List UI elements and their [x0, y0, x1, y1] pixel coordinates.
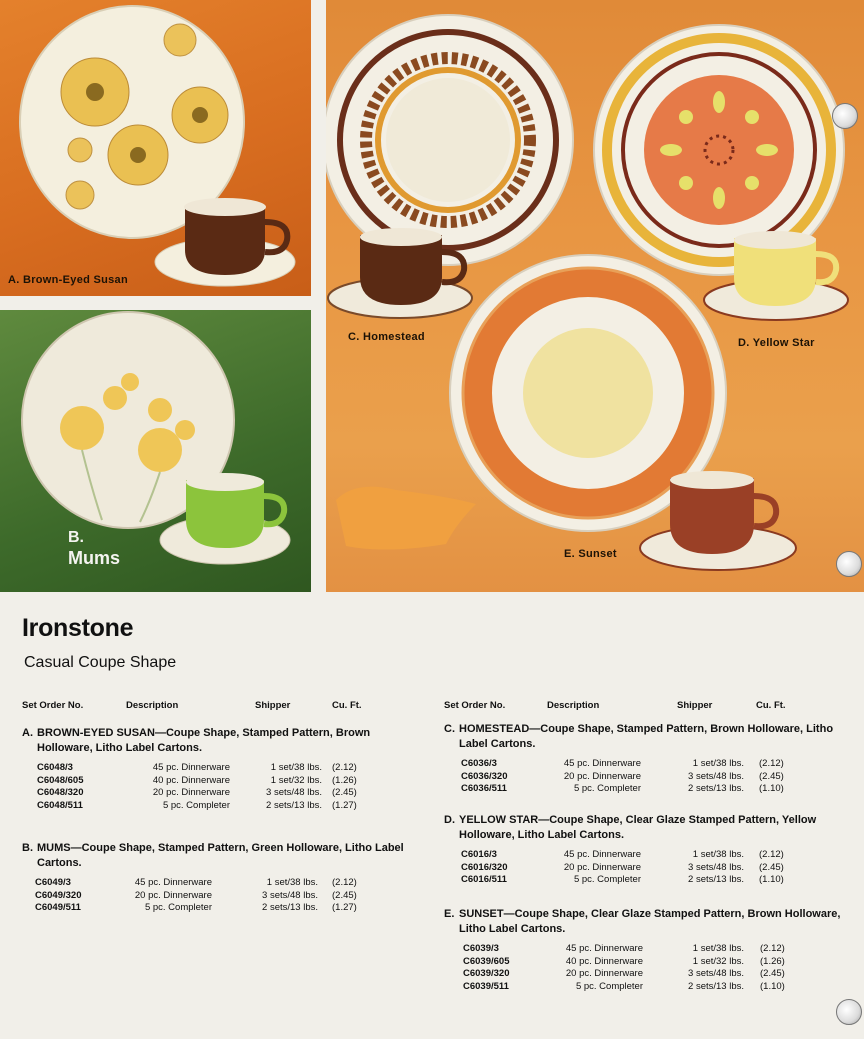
section-yellow-star — [444, 813, 844, 887]
table-row: C6048/3 45 pc. Dinnerware 1 set/38 lbs. (2.12) — [37, 762, 357, 773]
table-row: C6049/3 45 pc. Dinnerware 1 set/38 lbs. (2.12) — [35, 877, 357, 888]
order-table-left — [22, 700, 442, 914]
table-row: C6036/320 20 pc. Dinnerware 3 sets/48 lbs. (2.45) — [461, 770, 784, 782]
page-subtitle: Casual Coupe Shape — [24, 654, 177, 671]
section-homestead — [444, 722, 844, 796]
brown-eyed-susan-illustration — [0, 0, 311, 296]
table-row: C6016/3 45 pc. Dinnerware 1 set/38 lbs. (2.12) — [461, 849, 784, 860]
order-table-right — [444, 700, 864, 992]
table-row: C6036/3 45 pc. Dinnerware 1 set/38 lbs. (2.12) — [461, 758, 784, 769]
section-title: B. MUMS—Coupe Shape, Stamped Pattern, Green Holloware, Litho Label Cartons. — [22, 842, 404, 869]
caption-brown-eyed-susan: A. Brown-Eyed Susan — [8, 274, 128, 286]
section-title: C. HOMESTEAD—Coupe Shape, Stamped Pattern, Brown Holloware, Litho Label Cartons. — [444, 723, 834, 750]
table-row: C6016/511 5 pc. Completer 2 sets/13 lbs. (1.10) — [461, 874, 784, 886]
page-title: Ironstone — [22, 614, 134, 642]
table-row: C6039/605 40 pc. Dinnerware 1 set/32 lbs. (1.26) — [463, 955, 785, 967]
photo-brown-eyed-susan — [0, 0, 311, 296]
table-row: C6036/511 5 pc. Completer 2 sets/13 lbs. (1.10) — [461, 783, 784, 795]
caption-yellow-star: D. Yellow Star — [738, 337, 815, 349]
binder-hole — [832, 103, 858, 129]
homestead-yellow-star-sunset-illustration — [326, 0, 864, 592]
section-title: A. BROWN-EYED SUSAN—Coupe Shape, Stamped Pattern, Brown Holloware, Litho Label Cartons. — [22, 727, 371, 754]
caption-mums — [68, 528, 120, 568]
table-row: C6039/320 20 pc. Dinnerware 3 sets/48 lbs. (2.45) — [463, 968, 785, 980]
header-cuft: Cu. Ft. — [332, 700, 362, 711]
header-shipper: Shipper — [677, 700, 713, 711]
table-row: C6039/511 5 pc. Completer 2 sets/13 lbs. (1.10) — [463, 980, 785, 992]
photo-mums — [0, 310, 311, 592]
table-header — [444, 700, 864, 714]
header-description: Description — [126, 700, 179, 711]
table-row: C6048/511 5 pc. Completer 2 sets/13 lbs. (1.27) — [37, 799, 357, 811]
header-order: Set Order No. — [444, 700, 506, 711]
caption-mums-letter: B. — [68, 529, 84, 546]
table-header — [22, 700, 442, 714]
header-cuft: Cu. Ft. — [756, 700, 786, 711]
table-row: C6049/320 20 pc. Dinnerware 3 sets/48 lbs. (2.45) — [35, 889, 357, 901]
caption-sunset: E. Sunset — [564, 548, 617, 560]
photo-homestead-yellow-star-sunset — [326, 0, 864, 592]
table-row: C6016/320 20 pc. Dinnerware 3 sets/48 lbs. (2.45) — [461, 861, 784, 873]
section-title: E. SUNSET—Coupe Shape, Clear Glaze Stamped Pattern, Brown Holloware, Litho Label Cartons. — [444, 908, 841, 935]
mums-illustration — [0, 310, 311, 592]
table-row: C6039/3 45 pc. Dinnerware 1 set/38 lbs. (2.12) — [463, 943, 785, 954]
table-row: C6048/605 40 pc. Dinnerware 1 set/32 lbs. (1.26) — [37, 774, 357, 786]
section-title: D. YELLOW STAR—Coupe Shape, Clear Glaze Stamped Pattern, Yellow Holloware, Litho Label Cartons. — [444, 814, 817, 841]
section-brown-eyed-susan — [22, 726, 422, 812]
binder-hole — [836, 551, 862, 577]
table-row: C6048/320 20 pc. Dinnerware 3 sets/48 lbs. (2.45) — [37, 787, 357, 799]
caption-homestead: C. Homestead — [348, 331, 425, 343]
caption-mums-name: Mums — [68, 548, 121, 568]
header-shipper: Shipper — [255, 700, 291, 711]
section-sunset — [444, 907, 844, 993]
header-description: Description — [547, 700, 600, 711]
section-mums — [22, 841, 422, 915]
table-row: C6049/511 5 pc. Completer 2 sets/13 lbs. (1.27) — [35, 902, 357, 914]
binder-hole — [836, 999, 862, 1025]
header-order: Set Order No. — [22, 700, 84, 711]
